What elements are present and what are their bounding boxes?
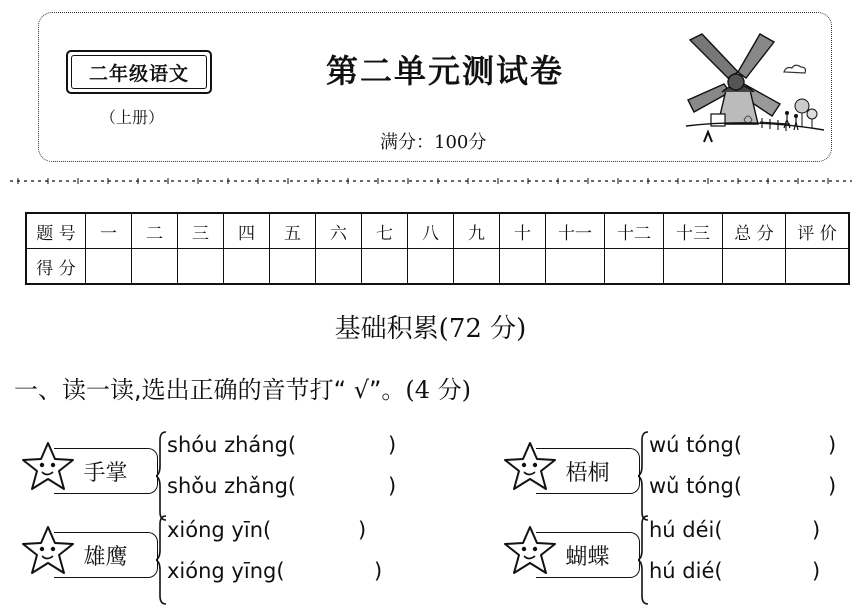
score-cell[interactable] — [664, 249, 723, 285]
score-cell[interactable] — [86, 249, 132, 285]
pinyin-option: wú tóng( — [649, 433, 743, 457]
table-header-cell: 三 — [178, 213, 224, 249]
answer-blank[interactable]: ) — [828, 474, 837, 498]
grade-badge — [66, 50, 212, 94]
answer-blank[interactable]: ) — [374, 559, 383, 583]
full-score-label: 满分：100分 — [380, 132, 487, 153]
star-mascot-icon — [20, 524, 76, 580]
star-mascot-icon — [20, 440, 76, 496]
pinyin-option: shǒu zhǎng( — [167, 474, 297, 498]
table-header-cell: 九 — [454, 213, 500, 249]
answer-blank[interactable]: ) — [812, 559, 821, 583]
pinyin-option: xióng yīn( — [167, 518, 272, 542]
answer-blank[interactable]: ) — [388, 474, 397, 498]
pinyin-option: wǔ tóng( — [649, 474, 743, 498]
score-cell[interactable] — [362, 249, 408, 285]
score-cell[interactable] — [132, 249, 178, 285]
table-header-cell: 一 — [86, 213, 132, 249]
score-cell[interactable] — [178, 249, 224, 285]
score-cell[interactable] — [546, 249, 605, 285]
table-header-cell: 十 — [500, 213, 546, 249]
word-label: 蝴蝶 — [536, 532, 640, 578]
score-cell[interactable] — [500, 249, 546, 285]
score-table — [25, 212, 850, 285]
table-header-cell: 总 分 — [723, 213, 786, 249]
score-cell[interactable] — [605, 249, 664, 285]
table-header-cell: 二 — [132, 213, 178, 249]
question-text: 一、读一读,选出正确的音节打“ √”。 — [14, 376, 406, 404]
pinyin-option: xióng yīng( — [167, 559, 285, 583]
section-divider — [10, 176, 852, 186]
score-cell[interactable] — [408, 249, 454, 285]
pinyin-option: hú déi( — [649, 518, 723, 542]
answer-blank[interactable]: ) — [812, 518, 821, 542]
windmill-illustration — [684, 26, 830, 150]
word-label: 雄鹰 — [54, 532, 158, 578]
score-cell[interactable] — [454, 249, 500, 285]
table-row — [26, 249, 849, 285]
table-header-cell: 十三 — [664, 213, 723, 249]
table-header-cell: 十二 — [605, 213, 664, 249]
row-label: 得 分 — [26, 249, 86, 285]
grade-label: 二年级语文 — [71, 55, 207, 89]
word-label: 梧桐 — [536, 448, 640, 494]
table-header-cell: 八 — [408, 213, 454, 249]
row-label: 题 号 — [26, 213, 86, 249]
table-header-cell: 十一 — [546, 213, 605, 249]
page-title: 第二单元测试卷 — [325, 52, 564, 90]
table-row — [26, 213, 849, 249]
score-cell[interactable] — [786, 249, 850, 285]
table-header-cell: 评 价 — [786, 213, 850, 249]
question-points: (4 分) — [405, 376, 472, 404]
answer-blank[interactable]: ) — [828, 433, 837, 457]
table-header-cell: 四 — [224, 213, 270, 249]
answer-blank[interactable]: ) — [358, 518, 367, 542]
section-title: 基础积累(72 分) — [334, 314, 527, 344]
score-cell[interactable] — [316, 249, 362, 285]
volume-label: （上册） — [100, 108, 165, 127]
answer-blank[interactable]: ) — [388, 433, 397, 457]
pinyin-option: hú dié( — [649, 559, 723, 583]
table-header-cell: 七 — [362, 213, 408, 249]
score-cell[interactable] — [224, 249, 270, 285]
star-mascot-icon — [502, 524, 558, 580]
pinyin-option: shóu zháng( — [167, 433, 297, 457]
score-cell[interactable] — [723, 249, 786, 285]
star-mascot-icon — [502, 440, 558, 496]
table-header-cell: 六 — [316, 213, 362, 249]
table-header-cell: 五 — [270, 213, 316, 249]
question-title — [14, 370, 471, 405]
word-label: 手掌 — [54, 448, 158, 494]
score-cell[interactable] — [270, 249, 316, 285]
